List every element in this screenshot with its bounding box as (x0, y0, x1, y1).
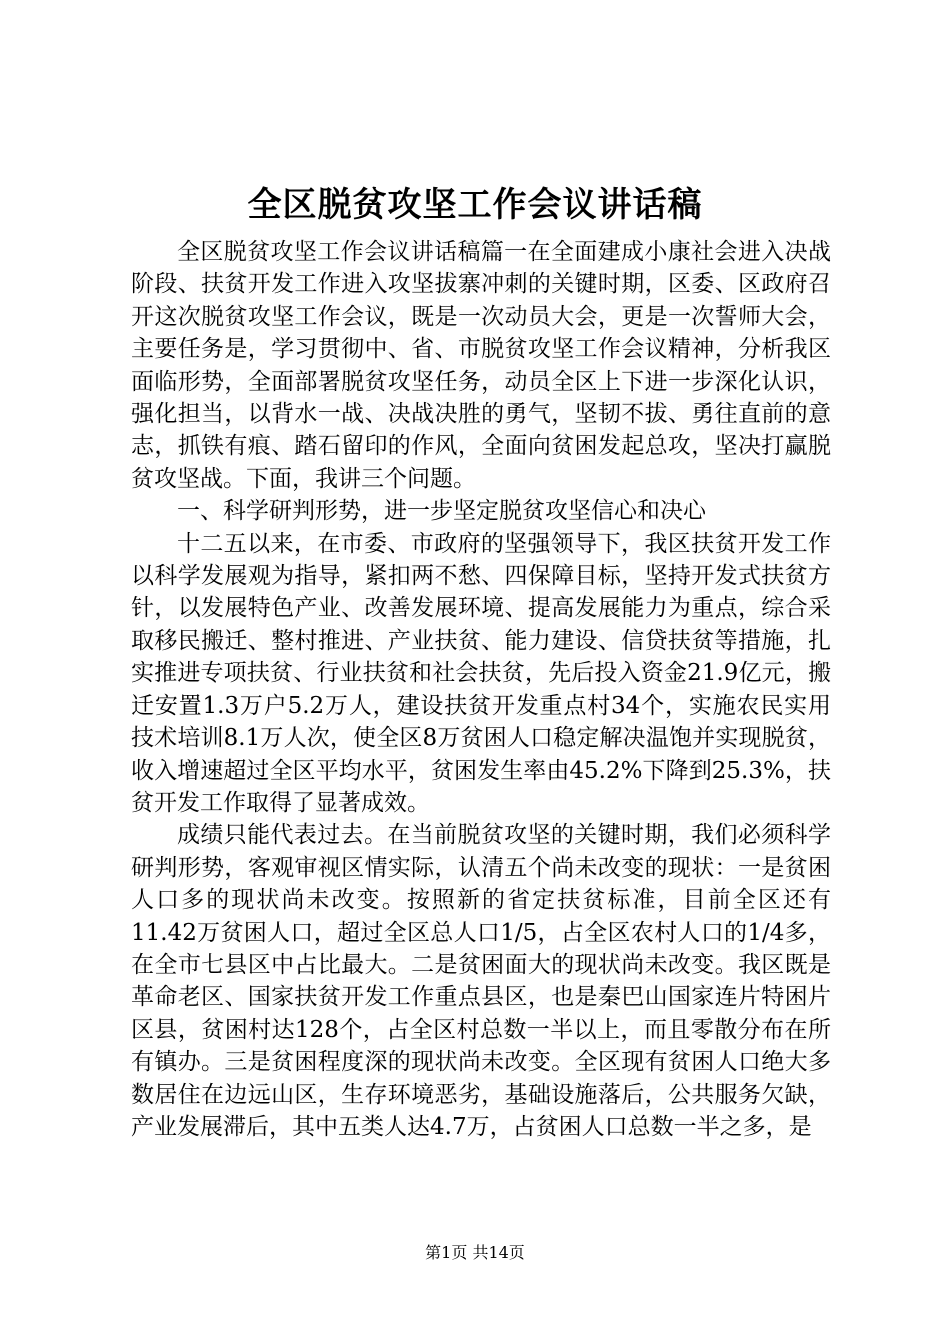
paragraph-intro: 全区脱贫攻坚工作会议讲话稿篇一在全面建成小康社会进入决战阶段、扶贫开发工作进入攻坚拔寨冲刺的关键时期，区委、区政府召开这次脱贫攻坚工作会议，既是一次动员大会，更是一次誓师大会，主要任务是，学习贯彻中、省、市脱贫攻坚工作会议精神，分析我区面临形势，全面部署脱贫攻坚任务，动员全区上下进一步深化认识，强化担当，以背水一战、决战决胜的勇气，坚韧不拔、勇往直前的意志，抓铁有痕、踏石留印的作风，全面向贫困发起总攻，坚决打赢脱贫攻坚战。下面，我讲三个问题。 (131, 239, 831, 492)
paragraph-situation: 成绩只能代表过去。在当前脱贫攻坚的关键时期，我们必须科学研判形势，客观审视区情实际，认清五个尚未改变的现状：一是贫困人口多的现状尚未改变。按照新的省定扶贫标准，目前全区还有11.42万贫困人口，超过全区总人口1/5，占全区农村人口的1/4多，在全市七县区中占比最大。二是贫困面大的现状尚未改变。我区既是革命老区、国家扶贫开发工作重点县区，也是秦巴山国家连片特困片区县，贫困村达128个，占全区村总数一半以上，而且零散分布在所有镇办。三是贫困程度深的现状尚未改变。全区现有贫困人口绝大多数居住在边远山区，生存环境恶劣，基础设施落后，公共服务欠缺，产业发展滞后，其中五类人达4.7万，占贫困人口总数一半之多，是 (131, 822, 831, 1140)
paragraph-achievements: 十二五以来，在市委、市政府的坚强领导下，我区扶贫开发工作以科学发展观为指导，紧扣两不愁、四保障目标，坚持开发式扶贫方针，以发展特色产业、改善发展环境、提高发展能力为重点，综合采取移民搬迁、整村推进、产业扶贫、能力建设、信贷扶贫等措施，扎实推进专项扶贫、行业扶贫和社会扶贫，先后投入资金21.9亿元，搬迁安置1.3万户5.2万人，建设扶贫开发重点村34个，实施农民实用技术培训8.1万人次，使全区8万贫困人口稳定解决温饱并实现脱贫，收入增速超过全区平均水平，贫困发生率由45.2%下降到25.3%，扶贫开发工作取得了显著成效。 (131, 530, 831, 816)
page-footer: 第1页 共14页 (425, 1243, 525, 1262)
section-heading-1: 一、科学研判形势，进一步坚定脱贫攻坚信心和决心 (177, 498, 706, 525)
document-body (131, 236, 831, 1143)
document-title: 全区脱贫攻坚工作会议讲话稿 (247, 185, 703, 225)
